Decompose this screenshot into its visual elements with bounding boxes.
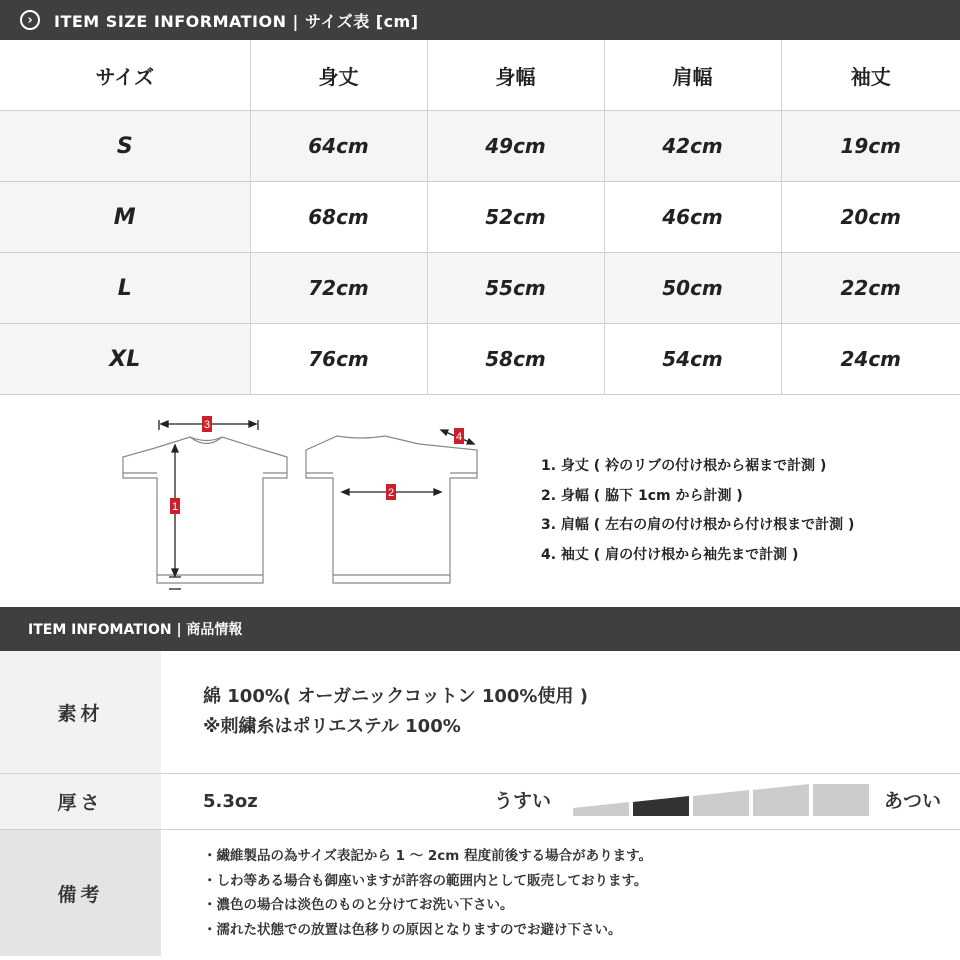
table-cell: 19cm	[781, 111, 960, 182]
column-header-sleeve: 袖丈	[781, 40, 960, 111]
size-table	[0, 40, 960, 395]
remark-line: ・濡れた状態での放置は色移りの原因となりますのでお避け下さい。	[203, 921, 622, 938]
thickness-label: 厚さ	[0, 774, 161, 829]
svg-text:2: 2	[387, 487, 395, 499]
item-info-title: ITEM INFOMATION | 商品情報	[28, 622, 243, 638]
table-row	[0, 324, 960, 395]
thickness-level-1	[573, 802, 629, 816]
back-tshirt-outline	[306, 436, 477, 583]
thickness-level-2	[633, 796, 689, 816]
table-cell: 58cm	[427, 324, 604, 395]
column-header-shoulder: 肩幅	[604, 40, 781, 111]
tshirt-diagram-svg	[115, 410, 495, 595]
marker-3	[202, 416, 212, 432]
column-header-length: 身丈	[250, 40, 427, 111]
table-cell: 50cm	[604, 253, 781, 324]
table-row	[0, 182, 960, 253]
measurement-notes	[541, 452, 854, 570]
thickness-level-4	[753, 784, 809, 816]
table-cell: 24cm	[781, 324, 960, 395]
thickness-value: 5.3oz	[203, 791, 258, 812]
table-cell: 55cm	[427, 253, 604, 324]
row-size-label: S	[0, 111, 250, 182]
size-info-title: ITEM SIZE INFORMATION | サイズ表 [cm]	[54, 11, 419, 31]
table-cell: 20cm	[781, 182, 960, 253]
item-info-header	[0, 607, 960, 651]
thickness-scale-svg	[573, 784, 869, 816]
front-tshirt-outline	[123, 437, 287, 583]
marker-4	[454, 428, 464, 444]
material-label: 素材	[0, 651, 161, 773]
tshirt-measurement-diagram	[115, 410, 495, 595]
size-info-header	[0, 0, 960, 40]
svg-text:4: 4	[455, 431, 463, 443]
table-row	[0, 253, 960, 324]
material-row	[0, 651, 960, 774]
table-cell: 42cm	[604, 111, 781, 182]
thickness-scale	[573, 784, 869, 816]
measure-note: 4. 袖丈 ( 肩の付け根から袖先まで計測 )	[541, 546, 799, 563]
table-row	[0, 111, 960, 182]
remark-line: ・しわ等ある場合も御座いますが許容の範囲内として販売しております。	[203, 872, 648, 889]
table-cell: 64cm	[250, 111, 427, 182]
table-cell: 68cm	[250, 182, 427, 253]
measure-note: 2. 身幅 ( 脇下 1cm から計測 )	[541, 487, 743, 504]
material-line: ※刺繍糸はポリエステル 100%	[203, 716, 461, 737]
table-cell: 54cm	[604, 324, 781, 395]
remark-line: ・濃色の場合は淡色のものと分けてお洗い下さい。	[203, 897, 514, 913]
material-value	[161, 651, 960, 773]
table-cell: 46cm	[604, 182, 781, 253]
column-header-size: サイズ	[0, 40, 250, 111]
material-line: 綿 100%( オーガニックコットン 100%使用 )	[203, 686, 588, 707]
table-cell: 52cm	[427, 182, 604, 253]
measure-note: 1. 身丈 ( 衿のリブの付け根から裾まで計測 )	[541, 458, 827, 474]
remarks-row	[0, 830, 960, 956]
size-table-header-row	[0, 40, 960, 111]
row-size-label: M	[0, 182, 250, 253]
table-cell: 49cm	[427, 111, 604, 182]
thickness-level-3	[693, 790, 749, 816]
marker-1	[170, 498, 180, 514]
row-size-label: XL	[0, 324, 250, 395]
thickness-level-5	[813, 784, 869, 816]
svg-text:3: 3	[203, 419, 211, 431]
svg-text:1: 1	[171, 501, 179, 513]
remark-line: ・繊維製品の為サイズ表記から 1 ～ 2cm 程度前後する場合があります。	[203, 848, 652, 864]
table-cell: 22cm	[781, 253, 960, 324]
table-cell: 72cm	[250, 253, 427, 324]
chevron-right-circle-icon: ›	[20, 10, 40, 30]
remarks-value	[161, 830, 960, 956]
row-size-label: L	[0, 253, 250, 324]
thickness-thick-label: あつい	[884, 790, 942, 812]
measure-note: 3. 肩幅 ( 左右の肩の付け根から付け根まで計測 )	[541, 517, 855, 533]
table-cell: 76cm	[250, 324, 427, 395]
marker-2	[386, 484, 396, 500]
column-header-width: 身幅	[427, 40, 604, 111]
thickness-thin-label: うすい	[494, 790, 552, 812]
remarks-label: 備考	[0, 830, 161, 956]
